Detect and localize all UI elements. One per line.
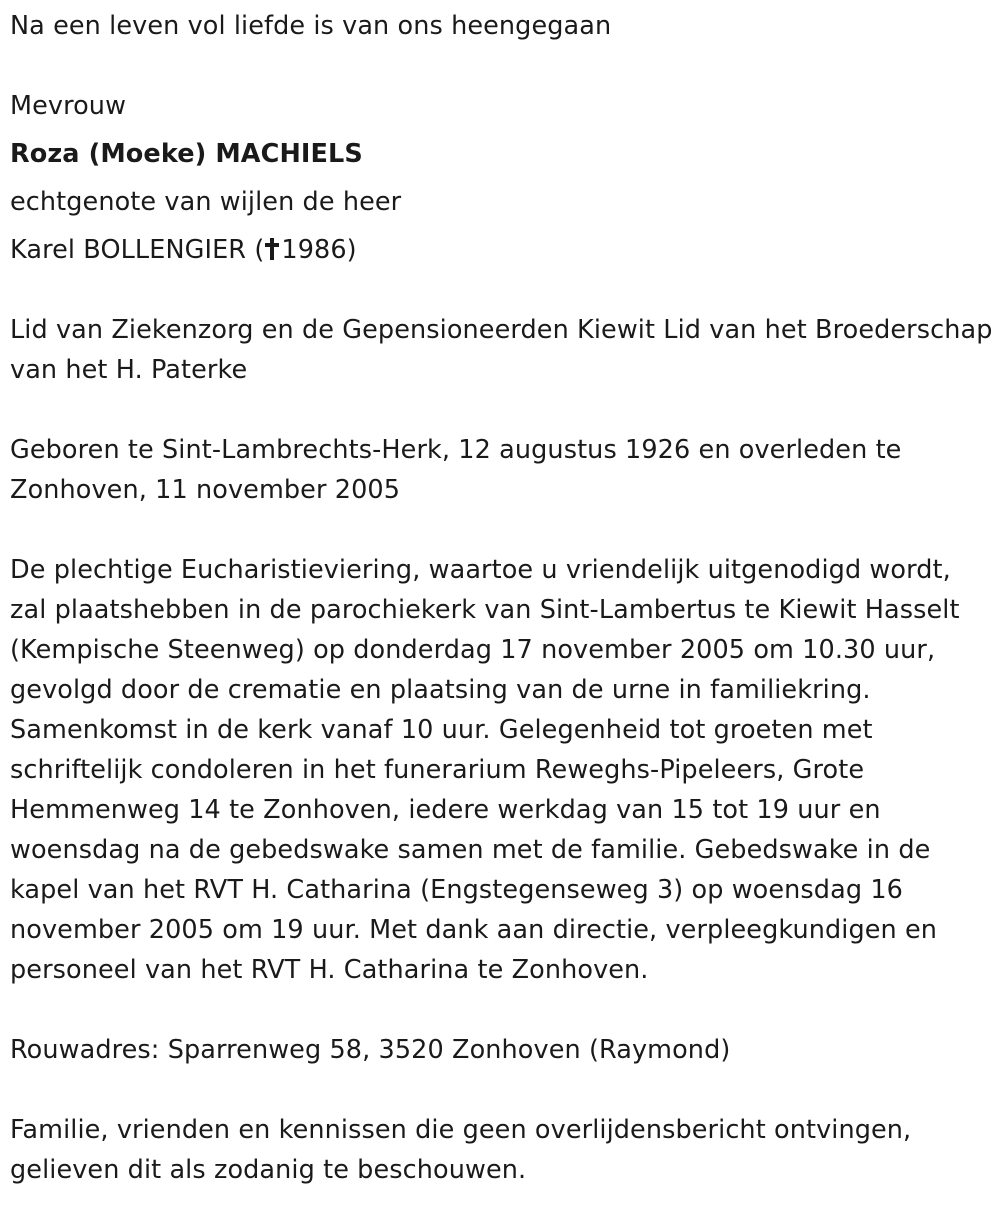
- salutation: Mevrouw: [10, 91, 127, 121]
- birth-death-text: Geboren te Sint-Lambrechts-Herk, 12 augustus 1926 en overleden te Zonhoven, 11 november 2005: [10, 435, 902, 505]
- service-text: De plechtige Eucharistieviering, waartoe u vriendelijk uitgenodigd wordt, zal plaatshebben in de parochiekerk van Sint-Lambertus te Kiewit Hasselt (Kempische Steenweg) op donderdag 17 november 2005 om 10.30 uur, gevolgd door de crematie en plaatsing van de urne in familiekring. Samenkomst in de kerk vanaf 10 uur. Gelegenheid tot groeten met schriftelijk condoleren in het funerarium Reweghs-Pipeleers, Grote Hemmenweg 14 te Zonhoven, iedere werkdag van 15 tot 19 uur en woensdag na de gebedswake samen met de familie. Gebedswake in de kapel van het RVT H. Catharina (Engstegenseweg 3) op woensdag 16 november 2005 om 19 uur. Met dank aan directie, verpleegkundigen en personeel van het RVT H. Catharina te Zonhoven.: [10, 555, 960, 985]
- family-note: Familie, vrienden en kennissen die geen overlijdensbericht ontvingen, gelieven dit als zodanig te beschouwen.: [10, 1115, 912, 1185]
- spouse-death-year: 1986): [281, 235, 357, 265]
- mourning-address: Rouwadres: Sparrenweg 58, 3520 Zonhoven (Raymond): [10, 1035, 731, 1065]
- spouse-name: Karel BOLLENGIER (: [10, 235, 265, 265]
- spouse-line: [10, 226, 357, 274]
- deceased-name: Roza (Moeke) MACHIELS: [10, 139, 363, 169]
- cross-icon: [265, 238, 279, 260]
- membership-text: Lid van Ziekenzorg en de Gepensioneerden Kiewit Lid van het Broederschap van het H. Paterke: [10, 315, 993, 385]
- spouse-relation: echtgenote van wijlen de heer: [10, 187, 402, 217]
- intro-text: Na een leven vol liefde is van ons heengegaan: [10, 11, 612, 41]
